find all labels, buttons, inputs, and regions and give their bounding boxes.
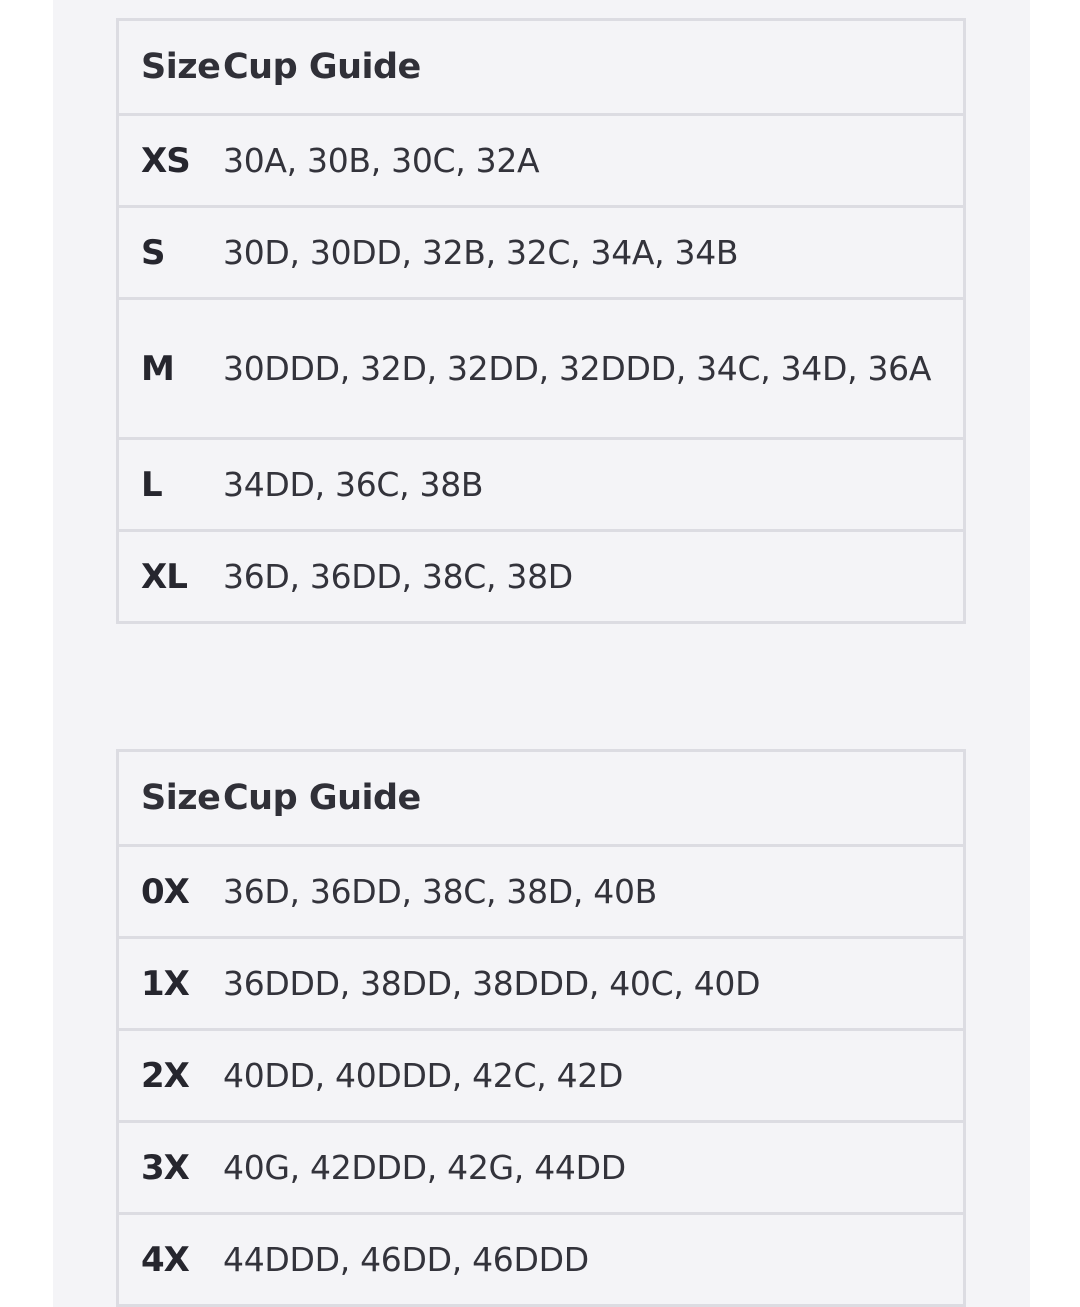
cup-guide-column-header: Cup Guide: [223, 777, 421, 818]
table-row: [119, 936, 963, 1028]
table-header-row: [119, 21, 963, 113]
table-row: [119, 297, 963, 437]
cup-guide-cell: 36DDD, 38DD, 38DDD, 40C, 40D: [223, 964, 761, 1003]
size-cell: L: [141, 464, 162, 505]
size-cell: 0X: [141, 871, 189, 912]
table-row: [119, 1028, 963, 1120]
size-table-regular: [116, 18, 966, 624]
size-cell: 1X: [141, 963, 189, 1004]
cup-guide-cell: 44DDD, 46DD, 46DDD: [223, 1240, 589, 1279]
size-cell: 4X: [141, 1239, 189, 1280]
size-cell: 2X: [141, 1055, 189, 1096]
size-cell: S: [141, 232, 165, 273]
cup-guide-cell: 40DD, 40DDD, 42C, 42D: [223, 1056, 624, 1095]
size-column-header: Size: [141, 778, 221, 818]
cup-guide-column-header: Cup Guide: [223, 46, 421, 87]
table-row: [119, 844, 963, 936]
table-row: [119, 113, 963, 205]
size-table-plus: [116, 749, 966, 1307]
size-cell: XL: [141, 556, 187, 597]
size-cell: M: [141, 348, 174, 389]
cup-guide-cell: 36D, 36DD, 38C, 38D, 40B: [223, 872, 657, 911]
size-cell: XS: [141, 140, 190, 181]
table-header-row: [119, 752, 963, 844]
table-row: [119, 437, 963, 529]
table-row: [119, 1120, 963, 1212]
table-row: [119, 529, 963, 621]
cup-guide-cell: 40G, 42DDD, 42G, 44DD: [223, 1148, 626, 1187]
cup-guide-cell: 36D, 36DD, 38C, 38D: [223, 557, 573, 596]
table-row: [119, 205, 963, 297]
cup-guide-cell: 30A, 30B, 30C, 32A: [223, 141, 540, 180]
cup-guide-cell: 30DDD, 32D, 32DD, 32DDD, 34C, 34D, 36A: [223, 349, 932, 388]
size-cell: 3X: [141, 1147, 189, 1188]
cup-guide-cell: 34DD, 36C, 38B: [223, 465, 484, 504]
cup-guide-cell: 30D, 30DD, 32B, 32C, 34A, 34B: [223, 233, 739, 272]
size-column-header: Size: [141, 47, 221, 87]
table-row: [119, 1212, 963, 1304]
